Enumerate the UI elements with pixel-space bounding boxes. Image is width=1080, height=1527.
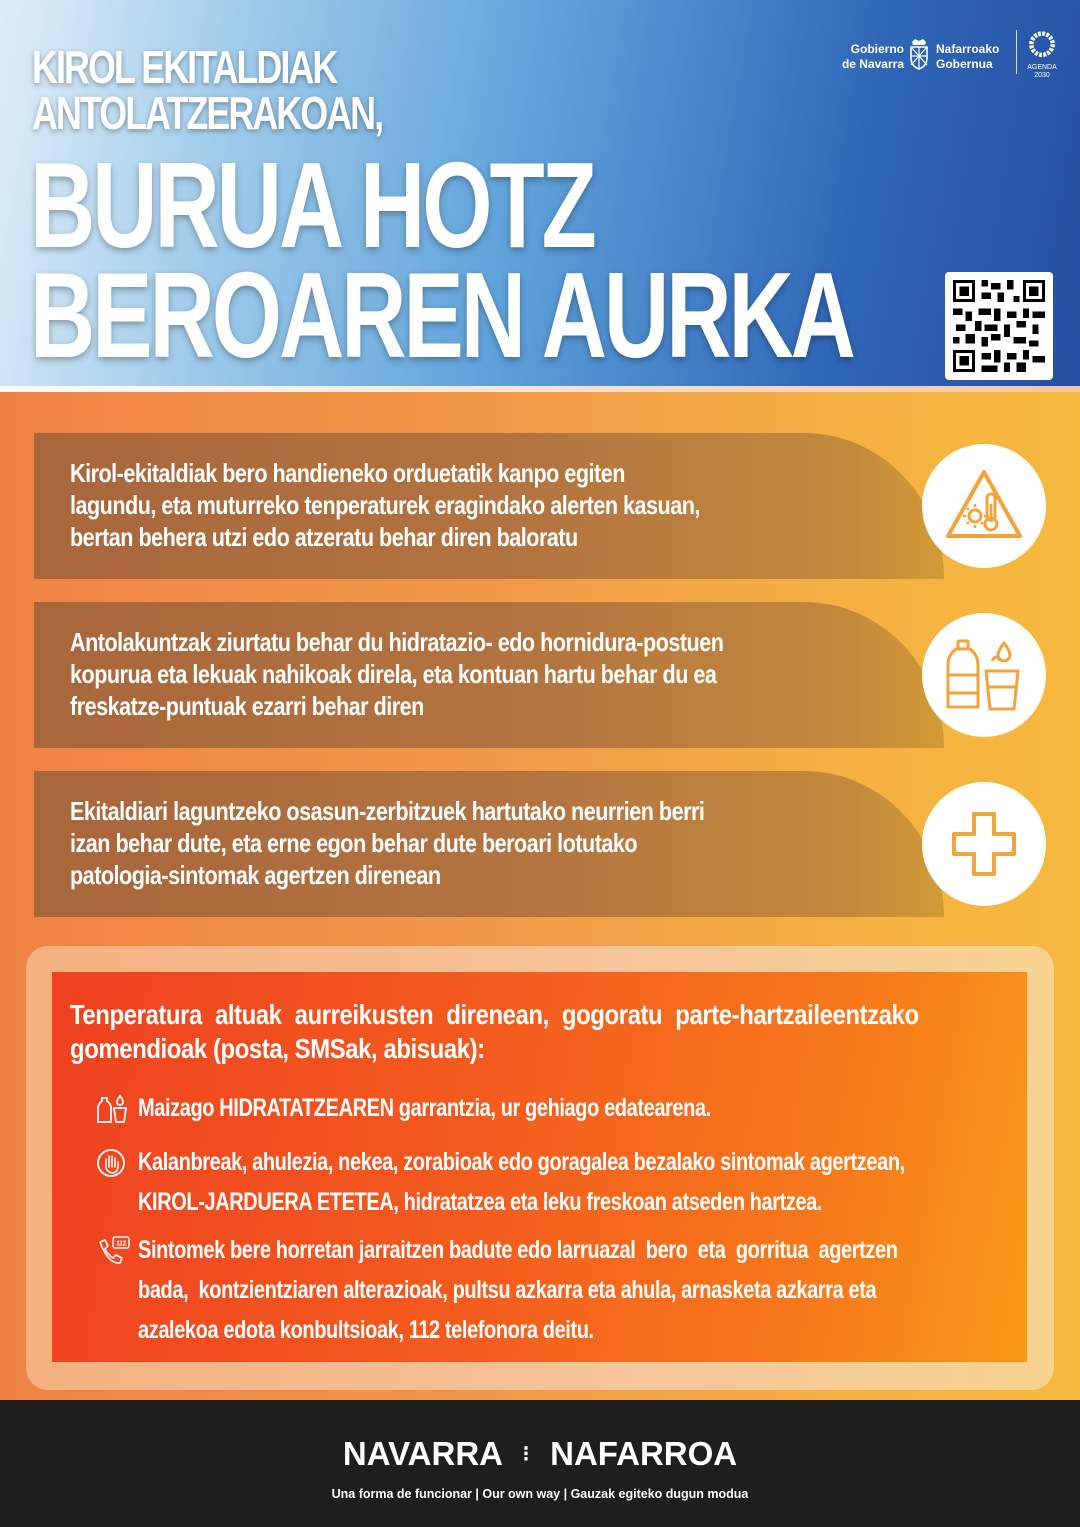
- phone-112-icon: [96, 1236, 130, 1266]
- card-2-line-2: kopurua eta lekuak nahikoak direla, eta kontuan hartu behar du ea: [70, 659, 717, 689]
- brand-separator: ⁝: [522, 1441, 530, 1466]
- card-1-line-2: lagundu, eta muturreko tenperaturek eragindako alerten kasuan,: [70, 490, 700, 520]
- heat-warning-icon-circle: [922, 444, 1046, 568]
- qr-code-icon: [953, 280, 1045, 372]
- qr-code[interactable]: [945, 272, 1053, 380]
- brand-left: NAVARRA: [342, 1435, 502, 1472]
- panel-intro-line-1: Tenperatura altuak aurreikusten direnean, gogoratu parte-hartzaileentzako: [70, 999, 919, 1030]
- title-small: [32, 41, 481, 139]
- info-card-3: [34, 771, 944, 917]
- medical-cross-icon: [944, 804, 1024, 884]
- info-card-2: [34, 602, 944, 748]
- item-2-line-2: KIROL-JARDUERA ETETEA, hidratatzea eta leku freskoan atseden hartzea.: [138, 1188, 823, 1216]
- headline: [30, 137, 1080, 383]
- card-1-line-1: Kirol-ekitaldiak bero handieneko orduetatik kanpo egiten: [70, 458, 625, 488]
- logo-divider: [1016, 30, 1017, 74]
- card-3-line-1: Ekitaldiari laguntzeko osasun-zerbitzuek hartutako neurrien berri: [70, 796, 705, 826]
- gov-right-line-2: Gobernua: [936, 57, 993, 71]
- item-3-line-3: azalekoa edota konbultsioak, 112 telefonora deitu.: [138, 1316, 594, 1344]
- item-3-line-1: Sintomek bere horretan jarraitzen badute edo larruazal bero eta gorritua agertzen: [138, 1236, 898, 1264]
- card-1-line-3: bertan behera utzi edo atzeratu behar diren baloratu: [70, 522, 578, 552]
- heat-warning-icon: [944, 466, 1024, 546]
- panel-intro-line-2: gomendioak (posta, SMSak, abisuak):: [70, 1033, 485, 1064]
- card-2-line-1: Antolakuntzak ziurtatu behar du hidratazio- edo hornidura-postuen: [70, 627, 724, 657]
- phone-112-label: 112: [116, 1240, 126, 1248]
- gov-right-line-1: Nafarroako: [936, 42, 1000, 56]
- headline-line-2: BEROAREN AURKA: [30, 247, 853, 383]
- agenda-line-2: 2030: [1034, 72, 1050, 79]
- footer-tagline: Una forma de funcionar | Our own way | Gauzak egiteko dugun modua: [331, 1487, 749, 1501]
- agenda-2030-wheel-icon: [1024, 30, 1060, 62]
- agenda-2030-logo: [1024, 30, 1060, 78]
- brand-right: NAFARROA: [550, 1435, 738, 1472]
- coat-of-arms-icon: [906, 38, 932, 70]
- info-card-1: [34, 433, 944, 579]
- item-2-line-1: Kalanbreak, ahulezia, nekea, zorabioak edo goragalea bezalako sintomak agertzean,: [138, 1148, 905, 1176]
- water-bottle-glass-icon: [944, 635, 1024, 715]
- water-bottle-glass-icon-circle: [922, 613, 1046, 737]
- gov-left-line-2: de Navarra: [841, 57, 904, 71]
- agenda-line-1: AGENDA: [1027, 64, 1057, 71]
- footer: [0, 1400, 1080, 1527]
- item-3-line-2: bada, kontzientziaren alterazioak, pultsu azkarra eta ahula, arnasketa azkarra eta: [138, 1276, 877, 1304]
- panel-intro: [70, 998, 1080, 1066]
- item-1-line-1: Maizago HIDRATATZEAREN garrantzia, ur gehiago edatearena.: [138, 1094, 711, 1122]
- navarra-nafarroa-brand: [0, 1434, 1080, 1474]
- headline-line-1: BURUA HOTZ: [30, 137, 594, 273]
- card-3-line-3: patologia-sintomak agertzen direnean: [70, 860, 441, 890]
- header-banner: [0, 0, 1080, 392]
- stop-hand-icon: [96, 1148, 130, 1178]
- medical-cross-icon-circle: [922, 782, 1046, 906]
- gobierno-de-navarra-logo: [832, 30, 1062, 78]
- hydration-icon: [96, 1094, 130, 1124]
- title-line-1: KIROL EKITALDIAK: [32, 41, 337, 93]
- card-3-line-2: izan behar dute, eta erne egon behar dute beroari lotutako: [70, 828, 638, 858]
- title-line-2: ANTOLATZERAKOAN,: [32, 87, 383, 139]
- gov-left-line-1: Gobierno: [850, 42, 904, 56]
- card-2-line-3: freskatze-puntuak ezarri behar diren: [70, 691, 424, 721]
